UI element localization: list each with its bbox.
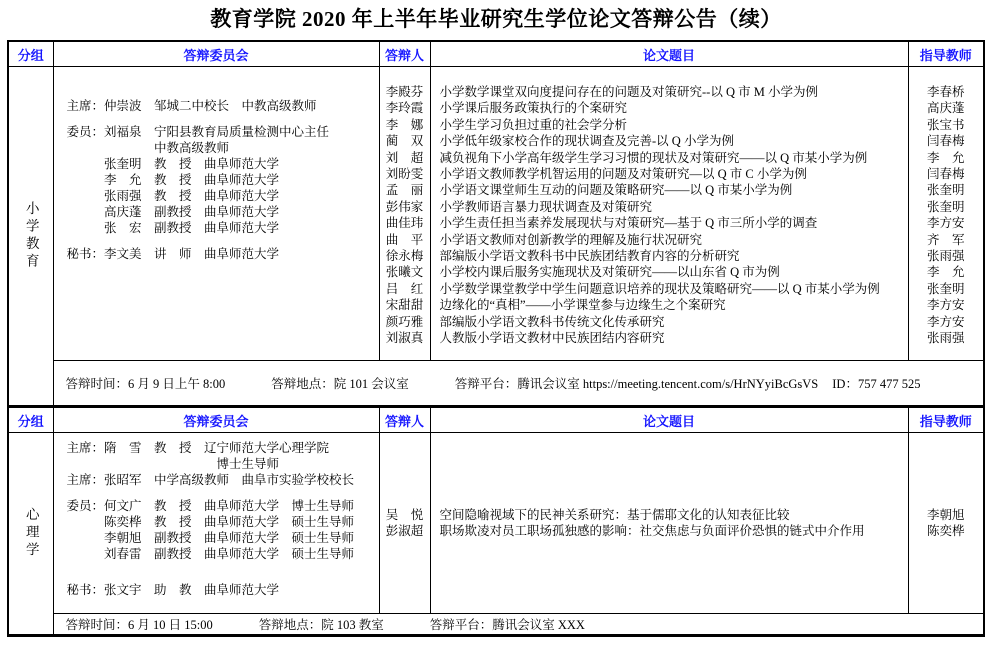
column-header-group: 分组: [8, 407, 53, 433]
defense-platform: 答辩平台：腾讯会议室 https://meeting.tencent.com/s/HrNYyiBcGsVS: [454, 377, 819, 391]
defender-name: 孟 丽: [385, 183, 424, 198]
committee-line: 委员：刘福泉 宁阳县教育局质量检测中心主任: [66, 125, 330, 139]
defender-name: 蔺 双: [385, 134, 424, 149]
group2-main-row: [8, 433, 984, 614]
committee-block: [67, 67, 375, 262]
group2-header-row: [8, 407, 984, 433]
defense-time: 答辩时间：6 月 10 日 15:00: [65, 618, 213, 632]
advisor-name: 张奎明: [926, 199, 965, 214]
column-header-advisor: 指导教师: [908, 41, 984, 67]
defender-name: 彭伟家: [385, 199, 424, 214]
advisor-name: 陈奕桦: [926, 524, 965, 538]
group1-footer-cell: [53, 361, 984, 407]
group2-advisors-cell: [908, 433, 984, 614]
group1-main-row: [8, 67, 984, 361]
column-header-advisor: 指导教师: [908, 407, 984, 433]
column-header-committee: 答辩委员会: [53, 407, 379, 433]
titles-block: [440, 67, 908, 347]
defense-place: 答辩地点：院 101 会议室: [271, 377, 409, 391]
thesis-title: 部编版小学语文教科书传统文化传承研究: [439, 314, 665, 329]
group1-header-row: [8, 41, 984, 67]
committee-line: 委员：何文广 教 授 曲阜师范大学 博士生导师: [66, 499, 355, 513]
defense-time: 答辩时间：6 月 9 日上午 8:00: [65, 377, 226, 391]
advisor-name: 张奎明: [926, 183, 965, 198]
committee-line: 张雨强 教 授 曲阜师范大学: [66, 189, 280, 203]
group1-titles-cell: [430, 67, 908, 361]
advisor-name: 李 允: [926, 150, 965, 165]
advisor-name: 李方安: [926, 298, 965, 313]
defender-name: 曲 平: [385, 232, 424, 247]
group2-footer-cell: [53, 614, 984, 636]
thesis-title: 小学数学课堂双向度提问存在的问题及对策研究--以 Q 市 M 小学为例: [439, 85, 818, 99]
thesis-title: 小学数学课堂教学中学生问题意识培养的现状及策略研究——以 Q 市某小学为例: [439, 281, 880, 296]
advisor-name: 张宝书: [926, 117, 965, 132]
defender-name: 李玲霞: [385, 101, 424, 116]
titles-block: [440, 507, 908, 540]
defender-name: 徐永梅: [385, 249, 424, 264]
committee-line: [67, 236, 375, 246]
defender-name: 彭淑超: [385, 524, 424, 538]
thesis-title: 小学低年级家校合作的现状调查及完善-以 Q 小学为例: [439, 134, 734, 149]
column-header-defender: 答辩人: [379, 41, 430, 67]
committee-line: [67, 572, 375, 582]
column-header-committee: 答辩委员会: [53, 41, 379, 67]
committee-line: 主席：张昭军 中学高级教师 曲阜市实验学校校长: [66, 473, 355, 487]
defender-name: 刘盼雯: [385, 167, 424, 182]
committee-block: [67, 433, 375, 598]
committee-line: 秘书：李文美 讲 师 曲阜师范大学: [66, 247, 280, 261]
defenders-block: [380, 507, 430, 540]
group1-advisors-cell: [908, 67, 984, 361]
column-header-thesis-title: 论文题目: [430, 41, 908, 67]
group-label: 小学教育: [23, 201, 39, 271]
thesis-title: 小学生学习负担过重的社会学分析: [439, 117, 628, 132]
committee-line: [67, 562, 375, 572]
defender-name: 吴 悦: [385, 507, 424, 522]
thesis-title: 减负视角下小学高年级学生学习习惯的现状及对策研究——以 Q 市某小学为例: [439, 150, 868, 165]
advisors-block: [909, 507, 984, 540]
committee-line: 高庆蓬 副教授 曲阜师范大学: [66, 205, 280, 219]
thesis-title: 部编版小学语文教科书中民族团结教育内容的分析研究: [439, 249, 740, 264]
defender-name: 宋甜甜: [385, 298, 424, 313]
advisor-name: 闫春梅: [926, 134, 965, 149]
advisor-name: 李春桥: [926, 85, 965, 99]
page-title: 教育学院 2020 年上半年毕业研究生学位论文答辩公告（续）: [210, 7, 782, 31]
column-header-group: 分组: [8, 41, 53, 67]
defender-name: 刘 超: [385, 150, 424, 165]
committee-line: 秘书：张文宇 助 教 曲阜师范大学: [66, 583, 280, 597]
advisors-block: [909, 67, 984, 347]
group2-titles-cell: [430, 433, 908, 614]
defender-name: 李殿芬: [385, 85, 424, 99]
thesis-title: 小学语文教师教学机智运用的问题及对策研究—以 Q 市 C 小学为例: [439, 167, 807, 182]
committee-line: 张 宏 副教授 曲阜师范大学: [66, 221, 280, 235]
advisor-name: 张奎明: [926, 281, 965, 296]
thesis-title: 人教版小学语文教材中民族团结内容研究: [439, 331, 665, 346]
defender-name: 李 娜: [385, 117, 424, 132]
thesis-title: 小学校内课后服务实施现状及对策研究——以山东省 Q 市为例: [439, 265, 780, 280]
group2-footer-row: [8, 614, 984, 636]
committee-line: 主席：隋 雪 教 授 辽宁师范大学心理学院: [66, 441, 330, 455]
advisor-name: 闫春梅: [926, 167, 965, 182]
committee-line: 主席：仲崇波 邹城二中校长 中教高级教师: [66, 99, 317, 113]
defender-name: 吕 红: [385, 281, 424, 296]
defense-table: [7, 40, 985, 637]
meeting-id: ID：757 477 525: [832, 377, 921, 391]
column-header-thesis-title: 论文题目: [430, 407, 908, 433]
group-label: 心理学: [23, 507, 39, 560]
announcement-page: [0, 3, 992, 654]
thesis-title: 边缘化的“真相”——小学课堂参与边缘生之个案研究: [439, 298, 726, 313]
advisor-name: 李朝旭: [926, 507, 965, 522]
defense-place: 答辩地点：院 103 教室: [258, 618, 384, 632]
advisor-name: 高庆蓬: [926, 101, 965, 116]
advisor-name: 李 允: [926, 265, 965, 280]
defender-name: 颜巧雅: [385, 314, 424, 329]
committee-line: 陈奕桦 教 授 曲阜师范大学 硕士生导师: [66, 515, 355, 529]
committee-line: 李朝旭 副教授 曲阜师范大学 硕士生导师: [66, 531, 355, 545]
thesis-title: 小学教师语言暴力现状调查及对策研究: [439, 199, 653, 214]
committee-line: [67, 488, 375, 498]
committee-line: 张奎明 教 授 曲阜师范大学: [66, 157, 280, 171]
defender-name: 张曦文: [385, 265, 424, 280]
defenders-block: [380, 67, 430, 347]
group1-footer-row: [8, 361, 984, 407]
group2-label-cell: [8, 433, 53, 636]
group2-defenders-cell: [379, 433, 430, 614]
group1-defenders-cell: [379, 67, 430, 361]
defender-name: 刘淑真: [385, 331, 424, 346]
advisor-name: 李方安: [926, 314, 965, 329]
thesis-title: 职场欺凌对员工职场孤独感的影响：社交焦虑与负面评价恐惧的链式中介作用: [439, 524, 865, 538]
thesis-title: 小学课后服务政策执行的个案研究: [439, 101, 628, 116]
defender-name: 曲佳玮: [385, 216, 424, 231]
group1-label-cell: [8, 67, 53, 407]
committee-line: 刘春雷 副教授 曲阜师范大学 硕士生导师: [66, 547, 355, 561]
column-header-defender: 答辩人: [379, 407, 430, 433]
advisor-name: 张雨强: [926, 331, 965, 346]
advisor-name: 齐 军: [926, 232, 965, 247]
committee-line: 中教高级教师: [66, 141, 230, 155]
group2-committee-cell: [53, 433, 379, 614]
thesis-title: 小学语文教师对创新教学的理解及施行状况研究: [439, 232, 703, 247]
thesis-title: 小学生责任担当素养发展现状与对策研究—基于 Q 市三所小学的调查: [439, 216, 818, 231]
committee-line: [67, 114, 375, 124]
thesis-title: 空间隐喻视域下的民神关系研究：基于儒耶文化的认知表征比较: [439, 507, 790, 522]
advisor-name: 张雨强: [926, 249, 965, 264]
thesis-title: 小学语文课堂师生互动的问题及策略研究——以 Q 市某小学为例: [439, 183, 793, 198]
defense-platform: 答辩平台：腾讯会议室 XXX: [429, 618, 585, 632]
group1-committee-cell: [53, 67, 379, 361]
committee-line: 李 允 教 授 曲阜师范大学: [66, 173, 280, 187]
committee-line: 博士生导师: [66, 457, 280, 471]
advisor-name: 李方安: [926, 216, 965, 231]
